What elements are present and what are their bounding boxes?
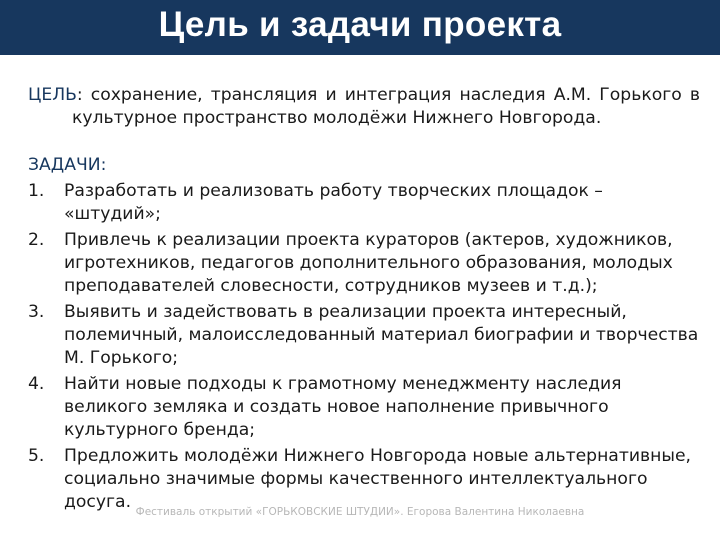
goal-paragraph: [28, 84, 700, 130]
task-text: Привлечь к реализации проекта кураторов (актеров, художников, игротехников, педагогов дополнительного образования, молодых преподавателей словесности, сотрудников музеев и т.д.);: [64, 230, 673, 296]
task-number: 2.: [28, 230, 45, 250]
page-title: Цель и задачи проекта: [158, 5, 562, 44]
task-text: Предложить молодёжи Нижнего Новгорода новые альтернативные, социально значимые формы качественного интеллектуального досуга.: [64, 446, 691, 512]
tasks-heading: ЗАДАЧИ:: [28, 155, 107, 175]
task-item: [28, 445, 700, 514]
task-number: 1.: [28, 181, 45, 201]
goal-text: : сохранение, трансляция и интеграция наследия А.М. Горького в культурное пространство молодёжи Нижнего Новгорода.: [72, 85, 700, 128]
task-number: 5.: [28, 446, 45, 466]
task-text: Выявить и задействовать в реализации проекта интересный, полемичный, малоисследованный материал биографии и творчества М. Горького;: [64, 302, 699, 368]
footer-caption: Фестиваль открытий «ГОРЬКОВСКИЕ ШТУДИИ». Егорова Валентина Николаевна: [135, 506, 585, 518]
title-bar: [0, 0, 720, 55]
task-number: 3.: [28, 302, 45, 322]
goal-label: ЦЕЛЬ: [28, 85, 77, 105]
task-item: [28, 229, 700, 298]
task-text: Найти новые подходы к грамотному менеджменту наследия великого земляка и создать новое наполнение привычного культурного бренда;: [64, 374, 622, 440]
task-item: [28, 301, 700, 370]
task-text: Разработать и реализовать работу творческих площадок – «штудий»;: [64, 181, 603, 224]
task-number: 4.: [28, 374, 45, 394]
task-item: [28, 180, 700, 226]
task-item: [28, 373, 700, 442]
slide-content: [28, 84, 700, 517]
task-list: [28, 180, 700, 514]
